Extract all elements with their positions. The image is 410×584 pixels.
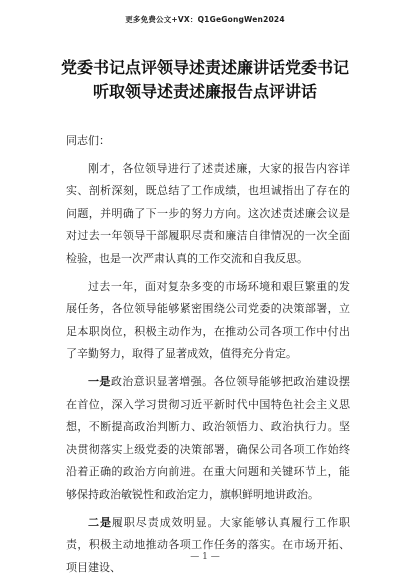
document-title: [30, 56, 380, 104]
paragraph-text: 政治意识显著增强。各位领导能够把政治建设摆在首位，深入学习贯彻习近平新时代中国特色社会主义思想，不断提高政治判断力、政治领悟力、政治执行力。坚决贯彻落实上级党委的决策部署，确保公司各项工作始终沿着正确的政治方向前进。在重大问题和关键环节上，能够保持政治敏锐性和政治定力，旗帜鲜明地讲政治。: [66, 374, 351, 501]
paragraph-text: 刚才，各位领导进行了述责述廉，大家的报告内容详实、剖析深刻，既总结了工作成绩，也坦诚指出了存在的问题，并明确了下一步的努力方向。这次述责述廉会议是对过去一年领导干部履职尽责和廉洁自律情况的一次全面检验，也是一次严肃认真的工作交流和自我反思。: [66, 161, 350, 265]
paragraph-1: [66, 158, 350, 271]
page-number: — 1 —: [190, 552, 220, 562]
header-note: 更多免费公文+VX：Q1GeGongWen2024: [125, 15, 285, 24]
paragraph-4: [66, 512, 350, 580]
paragraph-lead: 一是: [88, 374, 111, 388]
paragraph-text: 过去一年，面对复杂多变的市场环境和艰巨繁重的发展任务，各位领导能够紧密围绕公司党委的决策部署，立足本职岗位，积极主动作为，在推动公司各项工作中付出了辛勤努力，取得了显著成效，值得充分肯定。: [66, 279, 350, 361]
document-body: [66, 130, 350, 584]
paragraph-lead: 二是: [88, 515, 112, 529]
paragraph-2: [66, 276, 350, 366]
paragraph-text: 履职尽责成效明显。大家能够认真履行工作职责，积极主动地推动各项工作任务的落实。在市场开拓、项目建设、: [66, 515, 350, 574]
title-line-1: 党委书记点评领导述责述廉讲话党委书记: [60, 58, 349, 77]
salutation: 同志们：: [66, 134, 110, 147]
title-line-2: 听取领导述责述廉报告点评讲话: [92, 82, 317, 101]
paragraph-3: [66, 371, 350, 507]
